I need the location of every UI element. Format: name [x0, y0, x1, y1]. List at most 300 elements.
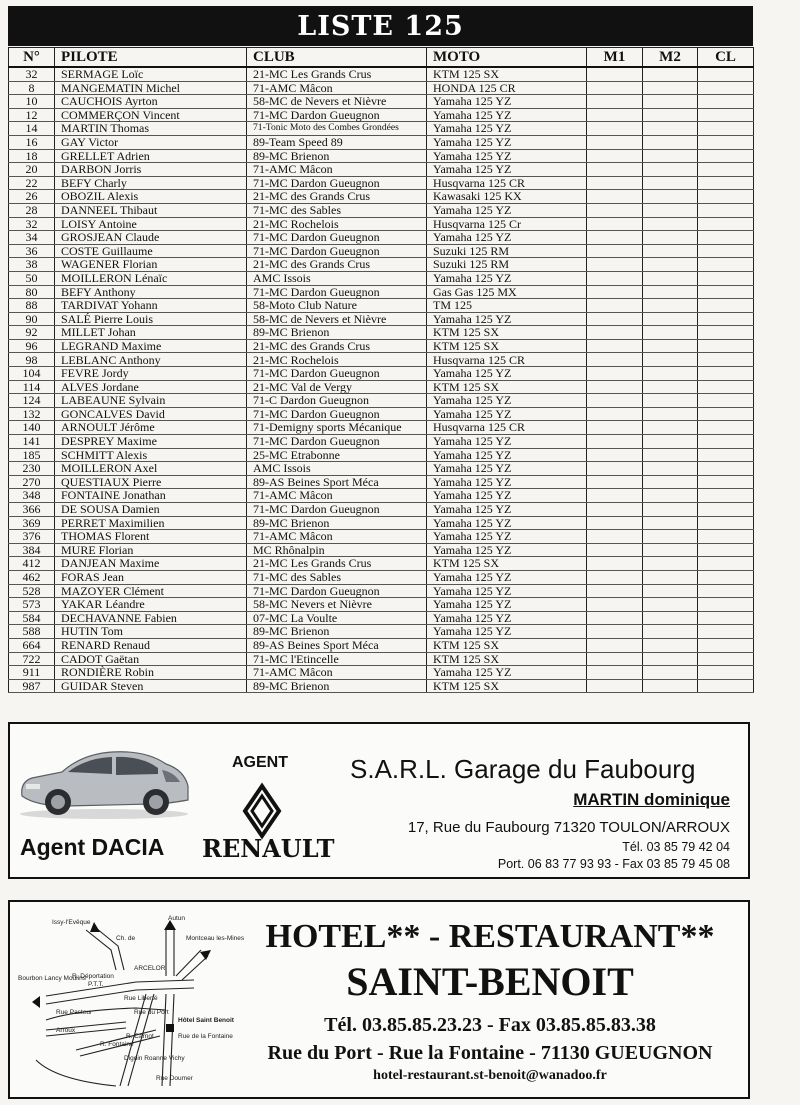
cell-m1	[587, 530, 643, 544]
map-label-deportation: R. Déportation	[72, 973, 114, 980]
cell-m2	[643, 163, 698, 177]
table-row	[9, 666, 754, 680]
cell-number: 722	[9, 652, 55, 666]
cell-pilote: YAKAR Léandre	[55, 598, 247, 612]
cell-pilote: SCHMITT Alexis	[55, 448, 247, 462]
table-row	[9, 638, 754, 652]
cell-m1	[587, 231, 643, 245]
cell-moto: Yamaha 125 YZ	[427, 231, 587, 245]
cell-m2	[643, 570, 698, 584]
cell-moto: Yamaha 125 YZ	[427, 407, 587, 421]
cell-m1	[587, 380, 643, 394]
cell-club: 89-MC Brienon	[247, 679, 427, 693]
cell-m2	[643, 475, 698, 489]
cell-m2	[643, 326, 698, 340]
cell-moto: Husqvarna 125 Cr	[427, 217, 587, 231]
hotel-phones: Tél. 03.85.85.23.23 - Fax 03.85.85.83.38	[324, 1014, 656, 1036]
cell-moto: Yamaha 125 YZ	[427, 611, 587, 625]
cell-cl	[698, 679, 754, 693]
table-row	[9, 108, 754, 122]
cell-moto: Yamaha 125 YZ	[427, 448, 587, 462]
cell-cl	[698, 652, 754, 666]
cell-cl	[698, 271, 754, 285]
cell-number: 104	[9, 367, 55, 381]
map-label-digoin: Digoin Roanne Vichy	[124, 1055, 185, 1062]
cell-number: 584	[9, 611, 55, 625]
cell-number: 588	[9, 625, 55, 639]
hotel-ad	[8, 900, 750, 1099]
renault-logo-icon	[243, 784, 281, 838]
table-row	[9, 557, 754, 571]
cell-number: 528	[9, 584, 55, 598]
cell-m2	[643, 503, 698, 517]
map-label-hotel: Hôtel Saint Benoit	[178, 1017, 234, 1024]
cell-moto: Yamaha 125 YZ	[427, 122, 587, 136]
cell-m1	[587, 271, 643, 285]
cell-m2	[643, 203, 698, 217]
cell-club: 71-C Dardon Gueugnon	[247, 394, 427, 408]
cell-m1	[587, 516, 643, 530]
cell-pilote: MOILLERON Axel	[55, 462, 247, 476]
cell-pilote: GROSJEAN Claude	[55, 231, 247, 245]
cell-pilote: LABEAUNE Sylvain	[55, 394, 247, 408]
cell-moto: KTM 125 SX	[427, 652, 587, 666]
table-row	[9, 285, 754, 299]
table-row	[9, 435, 754, 449]
cell-m1	[587, 652, 643, 666]
cell-number: 32	[9, 67, 55, 81]
map-label-arroux: Arroux	[56, 1027, 76, 1034]
cell-number: 141	[9, 435, 55, 449]
map-label-ptt: P.T.T.	[88, 981, 104, 988]
cell-cl	[698, 81, 754, 95]
cell-club: 71-MC Dardon Gueugnon	[247, 584, 427, 598]
cell-cl	[698, 244, 754, 258]
cell-cl	[698, 638, 754, 652]
cell-cl	[698, 475, 754, 489]
table-row	[9, 163, 754, 177]
cell-club: 89-MC Brienon	[247, 326, 427, 340]
cell-m2	[643, 489, 698, 503]
map-arrow-up-left-icon	[90, 922, 100, 932]
map-label-issy: Issy-l'Evêque	[52, 919, 91, 926]
cell-moto: KTM 125 SX	[427, 679, 587, 693]
cell-m2	[643, 625, 698, 639]
cell-m2	[643, 285, 698, 299]
cell-club: 71-Demigny sports Mécanique	[247, 421, 427, 435]
cell-cl	[698, 135, 754, 149]
cell-pilote: OBOZIL Alexis	[55, 190, 247, 204]
table-row	[9, 190, 754, 204]
rider-table	[8, 47, 754, 693]
cell-m1	[587, 81, 643, 95]
cell-cl	[698, 339, 754, 353]
table-row	[9, 367, 754, 381]
cell-cl	[698, 435, 754, 449]
cell-cl	[698, 231, 754, 245]
table-row	[9, 353, 754, 367]
table-row	[9, 380, 754, 394]
cell-moto: Yamaha 125 YZ	[427, 95, 587, 109]
table-row	[9, 67, 754, 81]
cell-number: 124	[9, 394, 55, 408]
cell-number: 32	[9, 217, 55, 231]
cell-m2	[643, 367, 698, 381]
cell-club: MC Rhônalpin	[247, 543, 427, 557]
cell-number: 270	[9, 475, 55, 489]
cell-moto: Yamaha 125 YZ	[427, 530, 587, 544]
cell-moto: TM 125	[427, 299, 587, 313]
table-row	[9, 203, 754, 217]
cell-pilote: BEFY Anthony	[55, 285, 247, 299]
cell-m1	[587, 462, 643, 476]
cell-number: 18	[9, 149, 55, 163]
cell-number: 36	[9, 244, 55, 258]
cell-pilote: TARDIVAT Yohann	[55, 299, 247, 313]
cell-moto: Yamaha 125 YZ	[427, 108, 587, 122]
cell-pilote: LEGRAND Maxime	[55, 339, 247, 353]
table-row	[9, 407, 754, 421]
cell-club: 71-AMC Mâcon	[247, 530, 427, 544]
cell-moto: Yamaha 125 YZ	[427, 503, 587, 517]
cell-club: 71-MC Dardon Gueugnon	[247, 407, 427, 421]
table-row	[9, 394, 754, 408]
table-row	[9, 231, 754, 245]
cell-cl	[698, 394, 754, 408]
cell-moto: KTM 125 SX	[427, 380, 587, 394]
cell-moto: Husqvarna 125 CR	[427, 421, 587, 435]
cell-cl	[698, 598, 754, 612]
cell-moto: Yamaha 125 YZ	[427, 435, 587, 449]
cell-pilote: PERRET Maximilien	[55, 516, 247, 530]
cell-m2	[643, 353, 698, 367]
cell-moto: Husqvarna 125 CR	[427, 176, 587, 190]
cell-cl	[698, 530, 754, 544]
cell-cl	[698, 625, 754, 639]
cell-number: 16	[9, 135, 55, 149]
cell-pilote: SERMAGE Loïc	[55, 67, 247, 81]
cell-m1	[587, 448, 643, 462]
agent-label: AGENT	[232, 754, 288, 771]
cell-cl	[698, 407, 754, 421]
cell-number: 14	[9, 122, 55, 136]
cell-moto: Yamaha 125 YZ	[427, 367, 587, 381]
table-row	[9, 421, 754, 435]
cell-cl	[698, 516, 754, 530]
cell-cl	[698, 489, 754, 503]
cell-moto: Yamaha 125 YZ	[427, 489, 587, 503]
cell-moto: Kawasaki 125 KX	[427, 190, 587, 204]
cell-m1	[587, 598, 643, 612]
cell-number: 664	[9, 638, 55, 652]
cell-m2	[643, 611, 698, 625]
cell-cl	[698, 299, 754, 313]
cell-m2	[643, 244, 698, 258]
table-row	[9, 625, 754, 639]
cell-m1	[587, 367, 643, 381]
cell-number: 50	[9, 271, 55, 285]
cell-club: 21-MC des Grands Crus	[247, 339, 427, 353]
cell-cl	[698, 611, 754, 625]
cell-m2	[643, 190, 698, 204]
cell-m2	[643, 339, 698, 353]
header-pilote: PILOTE	[55, 48, 247, 68]
cell-m1	[587, 95, 643, 109]
cell-cl	[698, 190, 754, 204]
cell-number: 376	[9, 530, 55, 544]
cell-club: 21-MC des Grands Crus	[247, 258, 427, 272]
cell-m1	[587, 135, 643, 149]
cell-number: 114	[9, 380, 55, 394]
cell-cl	[698, 149, 754, 163]
cell-pilote: LOISY Antoine	[55, 217, 247, 231]
table-row	[9, 611, 754, 625]
cell-pilote: QUESTIAUX Pierre	[55, 475, 247, 489]
cell-moto: Yamaha 125 YZ	[427, 625, 587, 639]
cell-pilote: MILLET Johan	[55, 326, 247, 340]
cell-m1	[587, 679, 643, 693]
cell-pilote: GRELLET Adrien	[55, 149, 247, 163]
cell-number: 26	[9, 190, 55, 204]
cell-cl	[698, 285, 754, 299]
map-label-arcelor: ARCELOR	[134, 965, 166, 972]
table-row	[9, 448, 754, 462]
table-row	[9, 530, 754, 544]
table-row	[9, 244, 754, 258]
cell-pilote: HUTIN Tom	[55, 625, 247, 639]
cell-m1	[587, 339, 643, 353]
cell-cl	[698, 448, 754, 462]
cell-moto: Yamaha 125 YZ	[427, 598, 587, 612]
car-image	[16, 738, 192, 822]
cell-club: 71-MC Dardon Gueugnon	[247, 367, 427, 381]
map-arrow-up-right-icon	[200, 950, 211, 960]
table-row	[9, 679, 754, 693]
garage-tel: Tél. 03 85 79 42 04	[622, 840, 730, 854]
cell-cl	[698, 666, 754, 680]
table-row	[9, 149, 754, 163]
cell-m1	[587, 625, 643, 639]
cell-cl	[698, 108, 754, 122]
table-row	[9, 81, 754, 95]
cell-m1	[587, 163, 643, 177]
cell-moto: Yamaha 125 YZ	[427, 462, 587, 476]
map-label-rue-doumer: Rue Doumer	[156, 1075, 193, 1082]
cell-club: 58-MC de Nevers et Nièvre	[247, 95, 427, 109]
cell-m2	[643, 81, 698, 95]
cell-m2	[643, 176, 698, 190]
table-row	[9, 176, 754, 190]
cell-club: 58-MC Nevers et Nièvre	[247, 598, 427, 612]
cell-m1	[587, 217, 643, 231]
cell-moto: Suzuki 125 RM	[427, 258, 587, 272]
cell-number: 34	[9, 231, 55, 245]
cell-pilote: CADOT Gaëtan	[55, 652, 247, 666]
cell-m1	[587, 489, 643, 503]
cell-m2	[643, 435, 698, 449]
header-club: CLUB	[247, 48, 427, 68]
cell-moto: Yamaha 125 YZ	[427, 475, 587, 489]
cell-pilote: THOMAS Florent	[55, 530, 247, 544]
dacia-label: Agent DACIA	[20, 834, 165, 860]
cell-moto: KTM 125 SX	[427, 557, 587, 571]
list-title: LISTE 125	[8, 6, 753, 46]
cell-number: 140	[9, 421, 55, 435]
cell-club: 89-Team Speed 89	[247, 135, 427, 149]
cell-number: 98	[9, 353, 55, 367]
cell-m1	[587, 190, 643, 204]
cell-club: 21-MC Les Grands Crus	[247, 67, 427, 81]
cell-number: 28	[9, 203, 55, 217]
cell-number: 348	[9, 489, 55, 503]
cell-club: 71-MC des Sables	[247, 570, 427, 584]
map-label-rue-pasteur: Rue Pasteur	[56, 1009, 93, 1016]
cell-m1	[587, 67, 643, 81]
table-row	[9, 516, 754, 530]
table-row	[9, 122, 754, 136]
cell-club: 71-Tonic Moto des Combes Grondées	[247, 122, 427, 136]
cell-club: 71-AMC Mâcon	[247, 81, 427, 95]
cell-cl	[698, 312, 754, 326]
cell-club: 89-MC Brienon	[247, 625, 427, 639]
cell-number: 462	[9, 570, 55, 584]
cell-m1	[587, 475, 643, 489]
table-row	[9, 584, 754, 598]
cell-pilote: DESPREY Maxime	[55, 435, 247, 449]
cell-m2	[643, 679, 698, 693]
cell-moto: Yamaha 125 YZ	[427, 203, 587, 217]
cell-pilote: MARTIN Thomas	[55, 122, 247, 136]
cell-moto: Yamaha 125 YZ	[427, 149, 587, 163]
cell-moto: Yamaha 125 YZ	[427, 271, 587, 285]
garage-ad	[8, 722, 750, 879]
cell-m2	[643, 584, 698, 598]
table-row	[9, 543, 754, 557]
cell-m2	[643, 312, 698, 326]
cell-m1	[587, 122, 643, 136]
cell-number: 38	[9, 258, 55, 272]
hotel-title-line1: HOTEL** - RESTAURANT**	[265, 918, 715, 955]
cell-club: 21-MC Les Grands Crus	[247, 557, 427, 571]
cell-moto: HONDA 125 CR	[427, 81, 587, 95]
cell-number: 366	[9, 503, 55, 517]
cell-cl	[698, 543, 754, 557]
cell-pilote: LEBLANC Anthony	[55, 353, 247, 367]
cell-m2	[643, 258, 698, 272]
cell-cl	[698, 176, 754, 190]
cell-cl	[698, 367, 754, 381]
cell-club: 89-MC Brienon	[247, 516, 427, 530]
cell-pilote: MURE Florian	[55, 543, 247, 557]
header-m1: M1	[587, 48, 643, 68]
table-row	[9, 489, 754, 503]
cell-club: AMC Issois	[247, 271, 427, 285]
cell-m1	[587, 299, 643, 313]
cell-pilote: RONDIÈRE Robin	[55, 666, 247, 680]
cell-pilote: BEFY Charly	[55, 176, 247, 190]
table-row	[9, 598, 754, 612]
cell-cl	[698, 258, 754, 272]
cell-number: 132	[9, 407, 55, 421]
table-row	[9, 271, 754, 285]
cell-cl	[698, 326, 754, 340]
header-m2: M2	[643, 48, 698, 68]
cell-number: 230	[9, 462, 55, 476]
cell-cl	[698, 380, 754, 394]
cell-m2	[643, 95, 698, 109]
map-label-hotel-street: Rue de la Fontaine	[178, 1033, 233, 1040]
cell-m2	[643, 108, 698, 122]
cell-club: 07-MC La Voulte	[247, 611, 427, 625]
garage-address: 17, Rue du Faubourg 71320 TOULON/ARROUX	[407, 819, 730, 836]
header-cl: CL	[698, 48, 754, 68]
cell-m1	[587, 149, 643, 163]
cell-club: 21-MC Val de Vergy	[247, 380, 427, 394]
cell-club: 25-MC Etrabonne	[247, 448, 427, 462]
cell-pilote: DANJEAN Maxime	[55, 557, 247, 571]
cell-pilote: DANNEEL Thibaut	[55, 203, 247, 217]
cell-club: 21-MC Rochelois	[247, 217, 427, 231]
cell-m2	[643, 67, 698, 81]
cell-number: 384	[9, 543, 55, 557]
cell-m2	[643, 462, 698, 476]
cell-number: 987	[9, 679, 55, 693]
cell-cl	[698, 503, 754, 517]
cell-m2	[643, 543, 698, 557]
cell-m1	[587, 244, 643, 258]
table-row	[9, 652, 754, 666]
cell-pilote: WAGENER Florian	[55, 258, 247, 272]
table-row	[9, 462, 754, 476]
table-row	[9, 135, 754, 149]
renault-wordmark: RENAULT	[202, 834, 335, 863]
cell-pilote: FONTAINE Jonathan	[55, 489, 247, 503]
cell-club: 71-MC Dardon Gueugnon	[247, 108, 427, 122]
cell-cl	[698, 570, 754, 584]
cell-m2	[643, 135, 698, 149]
header-moto: MOTO	[427, 48, 587, 68]
map-label-montceau: Montceau les-Mines	[186, 935, 245, 942]
cell-m2	[643, 666, 698, 680]
cell-m2	[643, 231, 698, 245]
cell-moto: KTM 125 SX	[427, 339, 587, 353]
cell-number: 12	[9, 108, 55, 122]
map-label-rue-liberte: Rue Liberté	[124, 995, 158, 1002]
cell-moto: KTM 125 SX	[427, 326, 587, 340]
cell-m1	[587, 611, 643, 625]
cell-m1	[587, 108, 643, 122]
cell-moto: Yamaha 125 YZ	[427, 543, 587, 557]
cell-moto: Gas Gas 125 MX	[427, 285, 587, 299]
cell-pilote: GAY Victor	[55, 135, 247, 149]
cell-m1	[587, 570, 643, 584]
cell-number: 20	[9, 163, 55, 177]
cell-pilote: COSTE Guillaume	[55, 244, 247, 258]
cell-pilote: GONCALVES David	[55, 407, 247, 421]
cell-pilote: RENARD Renaud	[55, 638, 247, 652]
cell-pilote: DE SOUSA Damien	[55, 503, 247, 517]
cell-cl	[698, 557, 754, 571]
cell-m2	[643, 407, 698, 421]
cell-number: 80	[9, 285, 55, 299]
cell-pilote: MAZOYER Clément	[55, 584, 247, 598]
cell-m1	[587, 435, 643, 449]
cell-m2	[643, 299, 698, 313]
cell-pilote: DARBON Jorris	[55, 163, 247, 177]
cell-number: 369	[9, 516, 55, 530]
cell-club: 71-AMC Mâcon	[247, 666, 427, 680]
cell-cl	[698, 353, 754, 367]
